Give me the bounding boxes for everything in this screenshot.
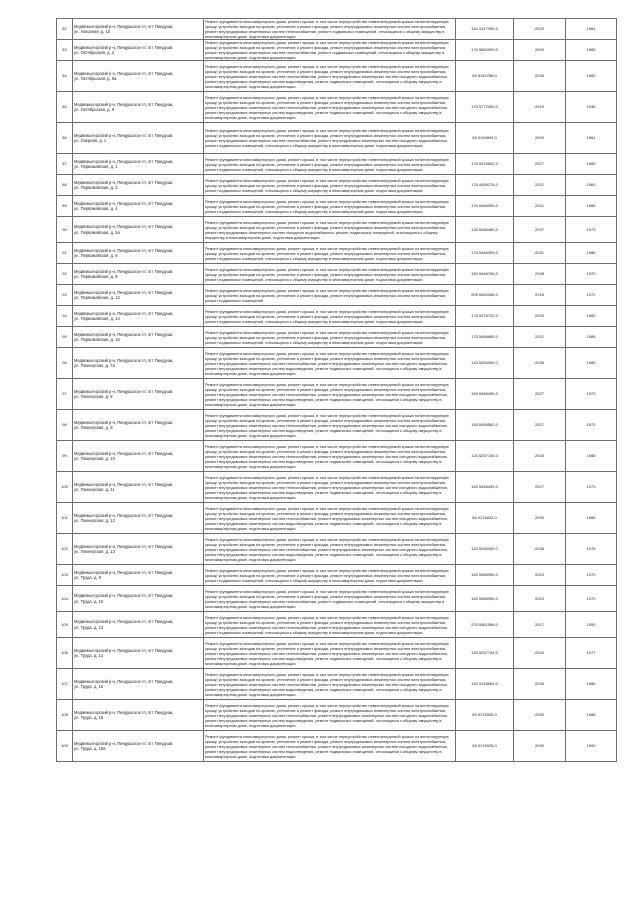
address-cell <box>73 612 204 638</box>
table-row <box>57 700 617 731</box>
works-description-cell: Ремонт фундамента многоквартирного дома, ремонт крыши, в том числе переустройство невентилируемой крыши на вентилируемую крышу, устройство выходов на кровлю, утепление и ремонт фасада, ремонт внутридомовых инженерных систем электроснабжения, ремонт внутридомовых инженерных систем теплоснабжения, ремонт внутридомовых инженерных систем холодного водоснабжения, ремонт внутридомовых инженерных систем водоотведения, ремонт подвальных помещений, относящихся к общему имуществу в многоквартирном доме, подготовка документации <box>204 61 456 92</box>
row-number-cell: 107 <box>57 669 73 700</box>
address-cell <box>73 410 204 441</box>
works-description-cell: Ремонт фундамента многоквартирного дома, ремонт крыши, в том числе переустройство невентилируемой крыши на вентилируемую крышу, устройство выходов на кровлю, утепление и ремонт фасада, ремонт внутридомовых инженерных систем электроснабжения, ремонт внутридомовых инженерных систем теплоснабжения, ремонт внутридомовых инженерных систем холодного водоснабжения, ремонт внутридомовых инженерных систем водоотведения, ремонт подвальных помещений, относящихся к общему имуществу в многоквартирном доме, подготовка документации <box>204 379 456 410</box>
table-row <box>57 410 617 441</box>
build-year-cell: 1986 <box>566 243 617 264</box>
build-year-cell: 1960 <box>566 175 617 196</box>
cost-cell: 176 5466305,0 <box>456 243 514 264</box>
address-cell <box>73 154 204 175</box>
row-number-cell: 91 <box>57 243 73 264</box>
row-number-cell: 93 <box>57 285 73 306</box>
table-row <box>57 586 617 612</box>
address-line-street: ул. Первомайская, д. 16 <box>74 337 120 342</box>
repair-year-cell: 2027 <box>514 154 566 175</box>
address-line-street: ул. Первомайская, д. 9 <box>74 274 118 279</box>
build-year-cell: 1973 <box>566 379 617 410</box>
address-line-locality: Медвежьегорский р-н, Пиндушское гп, пгт Пиндуши, <box>74 740 174 746</box>
cost-cell: 176 5582003,0 <box>456 40 514 61</box>
row-number-cell: 86 <box>57 123 73 154</box>
cost-cell: 155 5456495,0 <box>456 472 514 503</box>
address-line-street: ул. Труда, д. 13 <box>74 624 104 630</box>
works-description-cell: Ремонт фундамента многоквартирного дома, ремонт крыши, в том числе переустройство невентилируемой крыши на вентилируемую крышу, устройство выходов на кровлю, утепление и ремонт фасада, ремонт внутридомовых инженерных систем электроснабжения, ремонт внутридомовых инженерных систем теплоснабжения, ремонт подвальных помещений, относящихся к общему имуществу в многоквартирном доме, подготовка документации <box>204 40 456 61</box>
address-cell <box>73 19 204 40</box>
address-line-locality: Медвежьегорский р-н, Пиндушское гп, пгт Пиндуши, <box>74 619 174 625</box>
row-number-cell: 98 <box>57 410 73 441</box>
cost-cell: 176 0519502,0 <box>456 154 514 175</box>
cost-cell: 205 5550398,0 <box>456 285 514 306</box>
build-year-cell: 1986 <box>566 503 617 534</box>
address-line-locality: Медвежьегорский р-н, Пиндушское гп, пгт Пиндуши, <box>74 678 174 684</box>
table-row <box>57 472 617 503</box>
repair-year-cell: 2017 <box>514 612 566 638</box>
table-row <box>57 40 617 61</box>
address-line-street: ул. Пионерская, д. 12 <box>74 518 115 523</box>
address-line-street: ул. Нагорная, д. 10 <box>74 29 111 34</box>
cost-cell: 65 0176925,0 <box>456 700 514 731</box>
cost-cell: 65 0176925,0 <box>456 731 514 762</box>
table-row <box>57 19 617 40</box>
address-line-street: ул. Первомайская, д. 1 <box>74 164 118 169</box>
table-row <box>57 503 617 534</box>
repair-year-cell: 2030 <box>514 503 566 534</box>
row-number-cell: 108 <box>57 700 73 731</box>
table-body <box>57 19 617 762</box>
repair-year-cell: 2024 <box>514 565 566 586</box>
works-description-cell: Ремонт фундамента многоквартирного дома, ремонт крыши, в том числе переустройство невентилируемой крыши на вентилируемую крышу, устройство выходов на кровлю, утепление и ремонт фасада, ремонт внутридомовых инженерных систем электроснабжения, ремонт внутридомовых инженерных систем теплоснабжения, ремонт внутридомовых инженерных систем холодного водоснабжения, ремонт внутридомовых инженерных систем водоотведения, ремонт подвальных помещений, относящихся к общему имуществу в многоквартирном доме, подготовка документации <box>204 534 456 565</box>
works-description-cell: Ремонт фундамента многоквартирного дома, ремонт крыши, в том числе переустройство невентилируемой крыши на вентилируемую крышу, устройство выходов на кровлю, утепление и ремонт фасада, ремонт внутридомовых инженерных систем электроснабжения, ремонт внутридомовых инженерных систем теплоснабжения, ремонт внутридомовых инженерных систем холодного водоснабжения, ремонт подвальных помещений, относящихся к общему имуществу в многоквартирном доме, подготовка документации <box>204 123 456 154</box>
address-cell <box>73 92 204 123</box>
cost-cell: 175 5772300,0 <box>456 92 514 123</box>
repair-year-cell: 2019 <box>514 92 566 123</box>
repair-year-cell: 2016 <box>514 285 566 306</box>
works-description-cell: Ремонт фундамента многоквартирного дома, ремонт крыши, в том числе переустройство невентилируемой крыши на вентилируемую крышу, устройство выходов на кровлю, утепление и ремонт фасада, ремонт внутридомовых инженерных систем электроснабжения, ремонт внутридомовых инженерных систем теплоснабжения, ремонт внутридомовых инженерных систем холодного водоснабжения, ремонт внутридомовых инженерных систем водоотведения, ремонт подвальных помещений, относящихся к общему имуществу в многоквартирном доме, подготовка документации <box>204 669 456 700</box>
build-year-cell: 1973 <box>566 472 617 503</box>
table-row <box>57 61 617 92</box>
address-line-street: ул. Озерная, д. 1 <box>74 138 107 143</box>
row-number-cell: 109 <box>57 731 73 762</box>
address-cell <box>73 175 204 196</box>
row-number-cell: 101 <box>57 503 73 534</box>
address-cell <box>73 123 204 154</box>
address-line-locality: Медвежьегорский р-н, Пиндушское гп, пгт Пиндуши, <box>74 709 174 715</box>
build-year-cell: 1988 <box>566 327 617 348</box>
repair-year-cell: 2021 <box>514 243 566 264</box>
repair-year-cell: 2021 <box>514 175 566 196</box>
works-description-cell: Ремонт фундамента многоквартирного дома, ремонт крыши, в том числе переустройство невентилируемой крыши на вентилируемую крышу, устройство выходов на кровлю, утепление и ремонт фасада, ремонт внутридомовых инженерных систем электроснабжения, ремонт внутридомовых инженерных систем теплоснабжения, ремонт внутридомовых инженерных систем холодного водоснабжения, ремонт внутридомовых инженерных систем водоотведения, ремонт подвальных помещений, относящихся к общему имуществу в многоквартирном доме, подготовка документации <box>204 410 456 441</box>
row-number-cell: 87 <box>57 154 73 175</box>
cost-cell: 115 3148664,0 <box>456 669 514 700</box>
build-year-cell: 1973 <box>566 217 617 243</box>
works-description-cell: Ремонт фундамента многоквартирного дома, ремонт крыши, в том числе переустройство невентилируемой крыши на вентилируемую крышу, устройство выходов на кровлю, утепление и ремонт фасада, ремонт внутридомовых инженерных систем электроснабжения, ремонт внутридомовых инженерных систем теплоснабжения, ремонт внутридомовых инженерных систем холодного водоснабжения, ремонт внутридомовых инженерных систем водоотведения, ремонт подвальных помещений, относящихся к общему имуществу в многоквартирном доме, подготовка документации <box>204 638 456 669</box>
repair-year-cell: 2036 <box>514 534 566 565</box>
address-line-locality: Медвежьегорский р-н, Пиндушское гп, пгт Пиндуши, <box>74 132 174 138</box>
works-description-cell: Ремонт фундамента многоквартирного дома, ремонт крыши, в том числе переустройство невентилируемой крыши на вентилируемую крышу, устройство выходов на кровлю, утепление и ремонт фасада, ремонт внутридомовых инженерных систем электроснабжения, ремонт внутридомовых инженерных систем теплоснабжения, ремонт внутридомовых инженерных систем холодного водоснабжения, ремонт внутридомовых инженерных систем водоотведения, ремонт подвальных помещений, относящихся к общему имуществу в многоквартирном доме, подготовка документации <box>204 472 456 503</box>
table-row <box>57 175 617 196</box>
address-cell <box>73 534 204 565</box>
row-number-cell: 99 <box>57 441 73 472</box>
cost-cell: 176 4496176,0 <box>456 175 514 196</box>
table-row <box>57 565 617 586</box>
build-year-cell: 1981 <box>566 123 617 154</box>
address-line-locality: Медвежьегорский р-н, Пиндушское гп, пгт Пиндуши, <box>74 331 174 337</box>
address-cell <box>73 379 204 410</box>
works-description-cell: Ремонт фундамента многоквартирного дома, ремонт крыши, в том числе переустройство невентилируемой крыши на вентилируемую крышу, устройство выходов на кровлю, утепление и ремонт фасада, ремонт внутридомовых инженерных систем электроснабжения, ремонт внутридомовых инженерных систем теплоснабжения, ремонт внутридомовых инженерных систем холодного водоснабжения, ремонт внутридомовых инженерных систем водоотведения, ремонт подвальных помещений, относящихся к общему имуществу в многоквартирном доме, подготовка документации <box>204 441 456 472</box>
table-row <box>57 327 617 348</box>
build-year-cell: 1980 <box>566 306 617 327</box>
repair-year-cell: 2020 <box>514 123 566 154</box>
cost-cell: 150 5466706,0 <box>456 264 514 285</box>
cost-cell: 175 5486685,0 <box>456 327 514 348</box>
works-description-cell: Ремонт фундамента многоквартирного дома, ремонт крыши, в том числе переустройство невентилируемой крыши на вентилируемую крышу, устройство выходов на кровлю, утепление и ремонт фасада, ремонт внутридомовых инженерных систем электроснабжения, ремонт внутридомовых инженерных систем холодного водоснабжения, ремонт подвальных помещений, относящихся к общему имуществу в многоквартирном доме, подготовка документации <box>204 217 456 243</box>
address-cell <box>73 472 204 503</box>
works-description-cell: Ремонт фундамента многоквартирного дома, ремонт крыши, в том числе переустройство невентилируемой крыши на вентилируемую крышу, устройство выходов на кровлю, утепление и ремонт фасада, ремонт внутридомовых инженерных систем электроснабжения, ремонт подвальных помещений, относящихся к общему имуществу в многоквартирном доме, подготовка документации <box>204 175 456 196</box>
cost-cell: 115 5290492,0 <box>456 534 514 565</box>
address-line-locality: Медвежьегорский р-н, Пиндушское гп, пгт Пиндуши, <box>74 158 174 164</box>
address-line-street: ул. Труда, д. 10 <box>74 598 104 604</box>
build-year-cell: 1972 <box>566 410 617 441</box>
repair-year-cell: 2020 <box>514 40 566 61</box>
works-description-cell: Ремонт фундамента многоквартирного дома, ремонт крыши, в том числе переустройство невентилируемой крыши на вентилируемую крышу, устройство выходов на кровлю, утепление и ремонт фасада, ремонт внутридомовых инженерных систем электроснабжения, ремонт внутридомовых инженерных систем теплоснабжения, ремонт внутридомовых инженерных систем холодного водоснабжения, ремонт внутридомовых инженерных систем водоотведения, ремонт подвальных помещений, относящихся к общему имуществу в многоквартирном доме, подготовка документации <box>204 700 456 731</box>
repair-year-cell: 2036 <box>514 669 566 700</box>
address-line-locality: Медвежьегорский р-н, Пиндушское гп, пгт Пиндуши, <box>74 481 174 487</box>
address-line-street: ул. Труда, д. 18а <box>74 746 106 751</box>
address-line-locality: Медвежьегорский р-н, Пиндушское гп, пгт Пиндуши, <box>74 512 174 518</box>
repair-year-cell: 2030 <box>514 731 566 762</box>
cost-cell: 65 5140768,0 <box>456 61 514 92</box>
repair-year-cell: 2036 <box>514 348 566 379</box>
build-year-cell: 1977 <box>566 638 617 669</box>
address-line-street: ул. Пионерская, д. 9 <box>74 425 113 430</box>
table-row <box>57 92 617 123</box>
cost-cell: 115 5290492,0 <box>456 348 514 379</box>
table-row <box>57 348 617 379</box>
repair-year-cell: 2036 <box>514 61 566 92</box>
row-number-cell: 89 <box>57 196 73 217</box>
address-line-street: ул. Первомайская, д. 3 <box>74 185 118 190</box>
address-line-locality: Медвежьегорский р-н, Пиндушское гп, пгт Пиндуши, <box>74 200 174 206</box>
table-row <box>57 154 617 175</box>
repair-year-cell: 2038 <box>514 264 566 285</box>
repair-year-cell: 2027 <box>514 472 566 503</box>
table-row <box>57 123 617 154</box>
build-year-cell: 1990 <box>566 731 617 762</box>
works-description-cell: Ремонт фундамента многоквартирного дома, ремонт крыши, в том числе переустройство невентилируемой крыши на вентилируемую крышу, устройство выходов на кровлю, утепление и ремонт фасада, ремонт внутридомовых инженерных систем электроснабжения, ремонт подвальных помещений, относящихся к общему имуществу в многоквартирном доме, подготовка документации <box>204 565 456 586</box>
build-year-cell: 1970 <box>566 586 617 612</box>
address-cell <box>73 441 204 472</box>
table-row <box>57 196 617 217</box>
row-number-cell: 82 <box>57 19 73 40</box>
capital-repair-table <box>56 18 617 762</box>
build-year-cell: 1970 <box>566 264 617 285</box>
address-line-locality: Медвежьегорский р-н, Пиндушское гп, пгт Пиндуши, <box>74 224 174 230</box>
cost-cell: 135 5286489,0 <box>456 217 514 243</box>
repair-year-cell: 2035 <box>514 441 566 472</box>
repair-year-cell: 2021 <box>514 196 566 217</box>
repair-year-cell: 2030 <box>514 700 566 731</box>
row-number-cell: 97 <box>57 379 73 410</box>
address-line-locality: Медвежьегорский р-н, Пиндушское гп, пгт Пиндуши, <box>74 419 174 425</box>
build-year-cell: 1989 <box>566 154 617 175</box>
address-cell <box>73 327 204 348</box>
address-line-locality: Медвежьегорский р-н, Пиндушское гп, пгт Пиндуши, <box>74 310 174 316</box>
address-cell <box>73 503 204 534</box>
row-number-cell: 83 <box>57 40 73 61</box>
address-line-street: ул. Октябрьская, д. 2 <box>74 50 115 55</box>
cost-cell: 65 0199893,0 <box>456 123 514 154</box>
address-cell <box>73 243 204 264</box>
build-year-cell: 1985 <box>566 40 617 61</box>
table-row <box>57 285 617 306</box>
address-line-street: ул. Труда, д. 14 <box>74 653 104 658</box>
address-line-locality: Медвежьегорский р-н, Пиндушское гп, пгт Пиндуши, <box>74 247 174 253</box>
address-line-locality: Медвежьегорский р-н, Пиндушское гп, пгт Пиндуши, <box>74 44 174 50</box>
works-description-cell: Ремонт фундамента многоквартирного дома, ремонт крыши, в том числе переустройство невентилируемой крыши на вентилируемую крышу, устройство выходов на кровлю, утепление и ремонт фасада, ремонт внутридомовых инженерных систем электроснабжения, ремонт подвальных помещений, относящихся к общему имуществу в многоквартирном доме, подготовка документации <box>204 243 456 264</box>
address-line-locality: Медвежьегорский р-н, Пиндушское гп, пгт Пиндуши, <box>74 268 174 274</box>
build-year-cell: 1986 <box>566 196 617 217</box>
row-number-cell: 104 <box>57 586 73 612</box>
address-line-street: ул. Пионерская, д. 10 <box>74 456 115 461</box>
address-line-street: ул. Пионерская, д. 11 <box>74 487 115 492</box>
cost-cell: 155 5586956,0 <box>456 586 514 612</box>
address-cell <box>73 348 204 379</box>
repair-year-cell: 2034 <box>514 638 566 669</box>
address-cell <box>73 196 204 217</box>
address-line-street: ул. Труда, д. 16 <box>74 684 104 689</box>
cost-cell: 155 0456562,0 <box>456 410 514 441</box>
address-line-locality: Медвежьегорский р-н, Пиндушское гп, пгт Пиндуши, <box>74 101 174 107</box>
address-line-street: ул. Труда, д. 9 <box>74 575 101 580</box>
address-cell <box>73 285 204 306</box>
address-cell <box>73 61 204 92</box>
table-row <box>57 534 617 565</box>
build-year-cell: 1986 <box>566 669 617 700</box>
address-line-street: ул. Первомайская, д. 14 <box>74 316 120 321</box>
build-year-cell: 1936 <box>566 92 617 123</box>
build-year-cell: 1972 <box>566 285 617 306</box>
build-year-cell: 1950 <box>566 612 617 638</box>
address-cell <box>73 669 204 700</box>
address-line-street: ул. Труда, д. 18 <box>74 715 104 720</box>
table-row <box>57 612 617 638</box>
cost-cell: 175 5476702,0 <box>456 306 514 327</box>
address-cell <box>73 306 204 327</box>
works-description-cell: Ремонт фундамента многоквартирного дома, ремонт крыши, в том числе переустройство невентилируемой крыши на вентилируемую крышу, устройство выходов на кровлю, утепление и ремонт фасада, ремонт внутридомовых инженерных систем электроснабжения, ремонт внутридомовых инженерных систем теплоснабжения, ремонт внутридомовых инженерных систем холодного водоснабжения, ремонт внутридомовых инженерных систем водоотведения, ремонт подвальных помещений, относящихся к общему имуществу в многоквартирном доме, подготовка документации <box>204 503 456 534</box>
address-line-locality: Медвежьегорский р-н, Пиндушское гп, пгт Пиндуши, <box>74 647 174 653</box>
table-row <box>57 217 617 243</box>
address-cell <box>73 264 204 285</box>
build-year-cell: 1984 <box>566 19 617 40</box>
address-line-locality: Медвежьегорский р-н, Пиндушское гп, пгт Пиндуши, <box>74 450 174 456</box>
row-number-cell: 85 <box>57 92 73 123</box>
address-cell <box>73 731 204 762</box>
row-number-cell: 105 <box>57 612 73 638</box>
works-description-cell: Ремонт фундамента многоквартирного дома, ремонт крыши, в том числе переустройство невентилируемой крыши на вентилируемую крышу, устройство выходов на кровлю, утепление и ремонт фасада, ремонт внутридомовых инженерных систем электроснабжения, ремонт внутридомовых инженерных систем теплоснабжения, ремонт внутридомовых инженерных систем холодного водоснабжения, ремонт подвальных помещений, относящихся к общему имуществу в многоквартирном доме, подготовка документации <box>204 612 456 638</box>
works-description-cell: Ремонт фундамента многоквартирного дома, ремонт крыши, в том числе переустройство невентилируемой крыши на вентилируемую крышу, устройство выходов на кровлю, утепление и ремонт фасада, ремонт внутридомовых инженерных систем электроснабжения, ремонт внутридомовых инженерных систем теплоснабжения, ремонт подвальных помещений, относящихся к общему имуществу в многоквартирном доме, подготовка документации <box>204 586 456 612</box>
build-year-cell: 1970 <box>566 565 617 586</box>
build-year-cell: 1976 <box>566 534 617 565</box>
table-row <box>57 441 617 472</box>
table-row <box>57 264 617 285</box>
repair-year-cell: 2020 <box>514 19 566 40</box>
address-cell <box>73 40 204 61</box>
row-number-cell: 106 <box>57 638 73 669</box>
table-row <box>57 379 617 410</box>
build-year-cell: 1988 <box>566 441 617 472</box>
address-cell <box>73 700 204 731</box>
works-description-cell: Ремонт фундамента многоквартирного дома, ремонт крыши, в том числе переустройство невентилируемой крыши на вентилируемую крышу, устройство выходов на кровлю, утепление и ремонт фасада, ремонт внутридомовых инженерных систем электроснабжения, ремонт подвальных помещений, относящихся к общему имуществу в многоквартирном доме, подготовка документации <box>204 306 456 327</box>
works-description-cell: Ремонт фундамента многоквартирного дома, ремонт крыши, в том числе переустройство невентилируемой крыши на вентилируемую крышу, устройство выходов на кровлю, утепление и ремонт фасада, ремонт внутридомовых инженерных систем электроснабжения, ремонт подвальных помещений, относящихся к общему имуществу в многоквартирном доме, подготовка документации <box>204 264 456 285</box>
row-number-cell: 103 <box>57 565 73 586</box>
address-line-street: ул. Первомайская, д. 4 <box>74 206 118 211</box>
repair-year-cell: 2024 <box>514 586 566 612</box>
address-cell <box>73 638 204 669</box>
table-row <box>57 669 617 700</box>
address-line-street: ул. Первомайская, д. 12 <box>74 295 120 300</box>
address-line-locality: Медвежьегорский р-н, Пиндушское гп, пгт Пиндуши, <box>74 23 174 29</box>
table-row <box>57 638 617 669</box>
address-line-locality: Медвежьегорский р-н, Пиндушское гп, пгт Пиндуши, <box>74 289 174 295</box>
works-description-cell: Ремонт фундамента многоквартирного дома, ремонт крыши, в том числе переустройство невентилируемой крыши на вентилируемую крышу, устройство выходов на кровлю, утепление и ремонт фасада, ремонт внутридомовых инженерных систем электроснабжения, ремонт внутридомовых инженерных систем теплоснабжения, ремонт подвальных помещений, относящихся к общему имуществу в многоквартирном доме, подготовка документации <box>204 19 456 40</box>
address-line-street: ул. Первомайская, д. 8 <box>74 253 118 258</box>
cost-cell: 65 0176823,0 <box>456 503 514 534</box>
cost-cell: 176 5466305,0 <box>456 196 514 217</box>
cost-cell: 155 5456495,0 <box>456 379 514 410</box>
works-description-cell: Ремонт фундамента многоквартирного дома, ремонт крыши, в том числе переустройство невентилируемой крыши на вентилируемую крышу, устройство выходов на кровлю, утепление и ремонт фасада, ремонт внутридомовых инженерных систем электроснабжения, ремонт внутридомовых инженерных систем теплоснабжения, ремонт внутридомовых инженерных систем холодного водоснабжения, ремонт внутридомовых инженерных систем водоотведения, ремонт подвальных помещений, относящихся к общему имуществу в многоквартирном доме, подготовка документации <box>204 731 456 762</box>
repair-year-cell: 2021 <box>514 327 566 348</box>
works-description-cell: Ремонт фундамента многоквартирного дома, ремонт крыши, в том числе переустройство невентилируемой крыши на вентилируемую крышу, устройство выходов на кровлю, утепление и ремонт фасада, ремонт внутридомовых инженерных систем электроснабжения, ремонт внутридомовых инженерных систем теплоснабжения, ремонт внутридомовых инженерных систем холодного водоснабжения, ремонт внутридомовых инженерных систем водоотведения, ремонт подвальных помещений, относящихся к общему имуществу в многоквартирном доме, подготовка документации <box>204 92 456 123</box>
address-line-street: ул. Октябрьская, д. 9 <box>74 107 115 112</box>
row-number-cell: 96 <box>57 348 73 379</box>
build-year-cell: 1980 <box>566 61 617 92</box>
works-description-cell: Ремонт фундамента многоквартирного дома, ремонт крыши, в том числе переустройство невентилируемой крыши на вентилируемую крышу, устройство выходов на кровлю, утепление и ремонт фасада, ремонт внутридомовых инженерных систем электроснабжения, ремонт внутридомовых инженерных систем теплоснабжения, ремонт внутридомовых инженерных систем холодного водоснабжения, ремонт внутридомовых инженерных систем водоотведения, ремонт подвальных помещений, относящихся к общему имуществу в многоквартирном доме, подготовка документации <box>204 348 456 379</box>
address-line-locality: Медвежьегорский р-н, Пиндушское гп, пгт Пиндуши, <box>74 388 174 394</box>
table-row <box>57 306 617 327</box>
address-line-street: ул. Пионерская, д. 13 <box>74 549 115 554</box>
works-description-cell: Ремонт фундамента многоквартирного дома, ремонт крыши, в том числе переустройство невентилируемой крыши на вентилируемую крышу, устройство выходов на кровлю, утепление и ремонт фасада, ремонт внутридомовых инженерных систем электроснабжения, ремонт подвальных помещений, относящихся к общему имуществу в многоквартирном доме, подготовка документации <box>204 154 456 175</box>
works-description-cell: Ремонт фундамента многоквартирного дома, ремонт крыши, в том числе переустройство невентилируемой крыши на вентилируемую крышу, устройство выходов на кровлю, утепление и ремонт фасада, ремонт внутридомовых инженерных систем электроснабжения, ремонт подвальных помещений <box>204 285 456 306</box>
row-number-cell: 95 <box>57 327 73 348</box>
cost-cell: 135 5257704,0 <box>456 638 514 669</box>
address-line-locality: Медвежьегорский р-н, Пиндушское гп, пгт Пиндуши, <box>74 357 174 363</box>
repair-year-cell: 2027 <box>514 379 566 410</box>
address-line-locality: Медвежьегорский р-н, Пиндушское гп, пгт Пиндуши, <box>74 70 174 76</box>
build-year-cell: 1980 <box>566 348 617 379</box>
address-cell <box>73 217 204 243</box>
address-line-locality: Медвежьегорский р-н, Пиндушское гп, пгт Пиндуши, <box>74 593 174 599</box>
table-row <box>57 731 617 762</box>
row-number-cell: 102 <box>57 534 73 565</box>
cost-cell: 225 5561598,0 <box>456 612 514 638</box>
address-cell <box>73 586 204 612</box>
build-year-cell: 1988 <box>566 700 617 731</box>
cost-cell: 116 3147390,5 <box>456 19 514 40</box>
row-number-cell: 84 <box>57 61 73 92</box>
row-number-cell: 92 <box>57 264 73 285</box>
works-description-cell: Ремонт фундамента многоквартирного дома, ремонт крыши, в том числе переустройство невентилируемой крыши на вентилируемую крышу, устройство выходов на кровлю, утепление и ремонт фасада, ремонт внутридомовых инженерных систем электроснабжения, ремонт подвальных помещений, относящихся к общему имуществу в многоквартирном доме, подготовка документации <box>204 327 456 348</box>
address-line-street: ул. Пионерская, д. 8 <box>74 394 113 399</box>
repair-year-cell: 2027 <box>514 410 566 441</box>
works-description-cell: Ремонт фундамента многоквартирного дома, ремонт крыши, в том числе переустройство невентилируемой крыши на вентилируемую крышу, устройство выходов на кровлю, утепление и ремонт фасада, ремонт внутридомовых инженерных систем электроснабжения, ремонт подвальных помещений, относящихся к общему имуществу в многоквартирном доме, подготовка документации <box>204 196 456 217</box>
address-line-locality: Медвежьегорский р-н, Пиндушское гп, пгт Пиндуши, <box>74 179 174 185</box>
row-number-cell: 100 <box>57 472 73 503</box>
repair-year-cell: 2020 <box>514 306 566 327</box>
row-number-cell: 90 <box>57 217 73 243</box>
table-row <box>57 243 617 264</box>
address-line-locality: Медвежьегорский р-н, Пиндушское гп, пгт Пиндуши, <box>74 543 174 549</box>
address-cell <box>73 565 204 586</box>
cost-cell: 155 5586956,0 <box>456 565 514 586</box>
address-line-locality: Медвежьегорский р-н, Пиндушское гп, пгт Пиндуши, <box>74 569 174 575</box>
address-line-street: ул. Пионерская, д. 7а <box>74 363 115 368</box>
repair-year-cell: 2037 <box>514 217 566 243</box>
address-line-street: ул. Октябрьская, д. 6а <box>74 76 117 81</box>
row-number-cell: 94 <box>57 306 73 327</box>
row-number-cell: 88 <box>57 175 73 196</box>
cost-cell: 125 5257106,0 <box>456 441 514 472</box>
address-line-street: ул. Первомайская, д. 5а <box>74 229 120 235</box>
